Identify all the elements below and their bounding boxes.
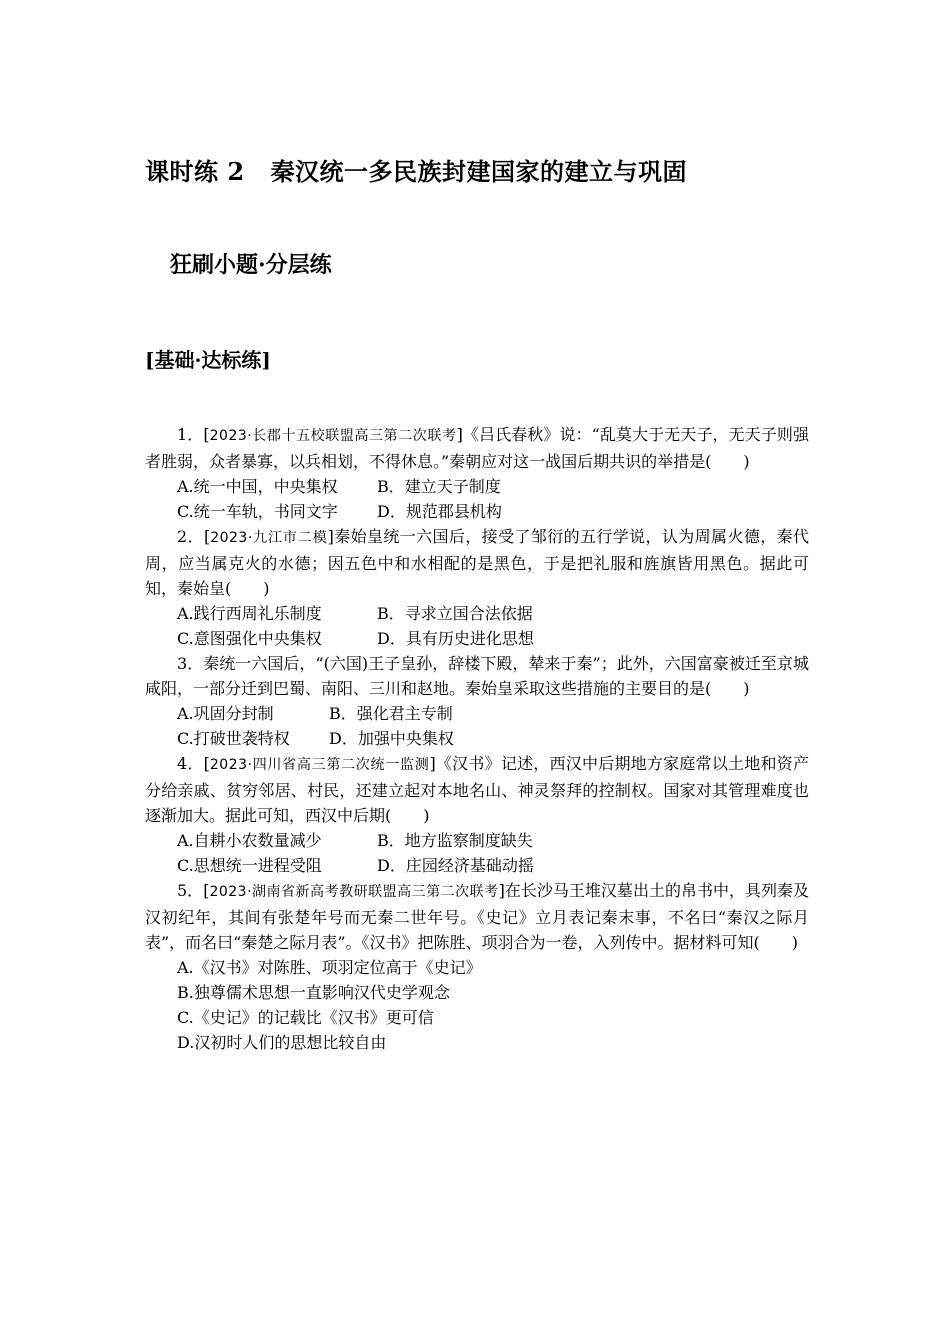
lesson-number: 课时练 2: [145, 157, 245, 186]
section-heading: [基础·达标练]: [145, 348, 271, 372]
question-source: 2023·湖南省新高考教研联盟高三第二次联考: [209, 884, 499, 900]
question-text: 秦始皇统一六国后，接受了邹衍的五行学说，认为周属火德，秦代周，应当属克火的水德；因五色中和水相配的是黑色，于是把礼服和旌旗皆用黑色。据此可知，秦始皇( ): [145, 527, 809, 598]
option-a: A.《汉书》对陈胜、项羽定位高于《史记》: [177, 958, 482, 977]
option-a: A.自耕小农数量减少: [177, 831, 322, 850]
options-row: [145, 701, 809, 726]
question-stem: 1．[2023·长郡十五校联盟高三第二次联考]《吕氏春秋》说：“乱莫大于无天子，无天子则强者胜弱，众者暴寡，以兵相划，不得休息。”秦朝应对这一战国后期共识的举措是( ): [145, 425, 809, 471]
option-b: B.独尊儒术思想一直影响汉代史学观念: [177, 983, 450, 1002]
options-row: [145, 499, 809, 524]
question-text: 《汉书》记述，西汉中后期地方家庭常以土地和资产分给亲戚、贫穷邻居、村民，还建立起对本地名山、神灵祭拜的控制权。国家对其管理难度也逐渐加大。据此可知，西汉中后期( ): [145, 754, 809, 825]
question-source: 2023·九江市二模: [210, 530, 328, 546]
option-c: C.意图强化中央集权: [177, 629, 322, 648]
option-c: C.《史记》的记载比《汉书》更可信: [177, 1008, 434, 1027]
question-stem: [145, 651, 809, 701]
option-d: D．加强中央集权: [329, 729, 454, 748]
question-number: 1．: [177, 425, 204, 444]
option-b: B．寻求立国合法依据: [377, 604, 533, 623]
question-text: 《吕氏春秋》说：“乱莫大于无天子，无天子则强者胜弱，众者暴寡，以兵相划，不得休息。”秦朝应对这一战国后期共识的举措是( ): [145, 425, 809, 471]
option-a: A.统一中国，中央集权: [177, 477, 338, 496]
question-stem: 2．[2023·九江市二模]秦始皇统一六国后，接受了邹衍的五行学说，认为周属火德，秦代周，应当属克火的水德；因五色中和水相配的是黑色，于是把礼服和旌旗皆用黑色。据此可知，秦始皇( ): [145, 527, 809, 598]
question-list: [145, 422, 809, 1055]
question-stem: 4．[2023·四川省高三第二次统一监测]《汉书》记述，西汉中后期地方家庭常以土地和资产分给亲戚、贫穷邻居、村民，还建立起对本地名山、神灵祭拜的控制权。国家对其管理难度也逐渐加大。据此可知，西汉中后期( ): [145, 754, 809, 825]
question-2: [145, 524, 809, 651]
question-text: 在长沙马王堆汉墓出土的帛书中，具列秦及汉初纪年，其间有张楚年号而无秦二世年号。《史记》立月表记秦末事，不名曰“秦汉之际月表”，而名曰“秦楚之际月表”。《汉书》把陈胜、项羽合为一卷，入列传中。据材料可知( ): [145, 881, 809, 952]
option-b: B．建立天子制度: [377, 477, 501, 496]
option-b: B．地方监察制度缺失: [377, 831, 533, 850]
option-c: C.思想统一进程受阻: [177, 856, 322, 875]
question-number: 3．: [177, 654, 204, 673]
question-1: [145, 422, 809, 524]
lesson-title-text: 秦汉统一多民族封建国家的建立与巩固: [270, 157, 688, 186]
option-d: D.汉初时人们的思想比较自由: [177, 1033, 387, 1052]
options-row: [145, 601, 809, 626]
option-a: A.巩固分封制: [177, 704, 274, 723]
question-number: 4．: [177, 754, 204, 773]
question-text: 秦统一六国后，“(六国)王子皇孙，辞楼下殿，辇来于秦”；此外，六国富豪被迁至京城咸阳，一部分迁到巴蜀、南阳、三川和赵地。秦始皇采取这些措施的主要目的是( ): [145, 654, 809, 698]
question-number: 5．: [177, 881, 204, 900]
option-c: C.统一车轨，书同文字: [177, 502, 338, 521]
question-5: [145, 878, 809, 1055]
options-row: [145, 726, 809, 751]
option-d: D．庄园经济基础动摇: [377, 856, 534, 875]
question-4: [145, 751, 809, 878]
option-a: A.践行西周礼乐制度: [177, 604, 322, 623]
subtitle: 狂刷小题·分层练: [170, 252, 332, 278]
question-number: 2．: [177, 527, 204, 546]
options-row: [145, 626, 809, 651]
question-3: [145, 651, 809, 751]
question-source: 2023·四川省高三第二次统一监测: [209, 757, 430, 773]
question-stem: 5．[2023·湖南省新高考教研联盟高三第二次联考]在长沙马王堆汉墓出土的帛书中，具列秦及汉初纪年，其间有张楚年号而无秦二世年号。《史记》立月表记秦末事，不名曰“秦汉之际月表”，而名曰“秦楚之际月表”。《汉书》把陈胜、项羽合为一卷，入列传中。据材料可知( ): [145, 881, 809, 952]
options-row: [145, 828, 809, 853]
option-d: D．规范郡县机构: [377, 502, 502, 521]
lesson-title: [145, 152, 687, 187]
options-row: [145, 474, 809, 499]
option-c: C.打破世袭特权: [177, 729, 290, 748]
question-source: 2023·长郡十五校联盟高三第二次联考: [209, 428, 457, 444]
options-row: [145, 853, 809, 878]
option-b: B．强化君主专制: [329, 704, 453, 723]
option-d: D．具有历史进化思想: [377, 629, 534, 648]
